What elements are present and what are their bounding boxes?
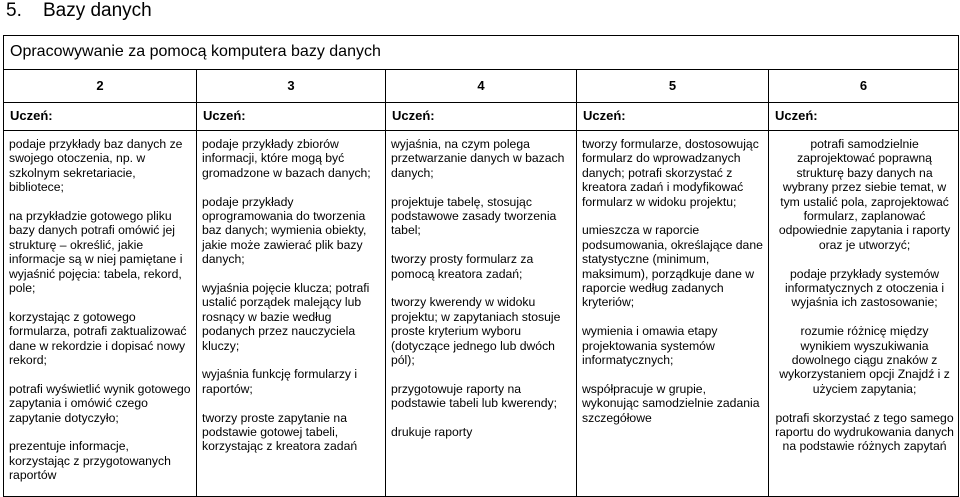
requirement-item: potrafi wyświetlić wynik gotowego zapytania i omówić czego zapytanie dotyczyło; <box>9 381 191 425</box>
requirement-item: potrafi skorzystać z tego samego raportu do wydrukowania danych na podstawie różnych zapytań <box>775 410 954 454</box>
requirement-item: podaje przykłady oprogramowania do tworzenia baz danych; wymienia obiekty, jakie może zawierać plik bazy danych; <box>202 194 367 267</box>
requirement-item: wyjaśnia funkcję formularzy i raportów; <box>202 367 358 396</box>
requirement-item: tworzy prosty formularz za pomocą kreatora zadań; <box>391 252 534 281</box>
requirement-item: tworzy formularze, dostosowując formularz do wprowadzanych danych; potrafi skorzystać z kreatora zadań i modyfikować formularz w widoku projektu; <box>582 137 759 209</box>
requirement-item: na przykładzie gotowego pliku bazy danych potrafi omówić jej strukturę – określić, jakie informacje są w niej pamiętane i wyjaśnić pojęcia: tabela, rekord, pole; <box>9 209 183 296</box>
student-label-row <box>4 103 959 131</box>
grade-5-column <box>577 131 769 497</box>
grade-2-column <box>4 131 197 497</box>
requirement-item: podaje przykłady zbiorów informacji, które mogą być gromadzone w bazach danych; <box>202 137 371 180</box>
student-label: Uczeń: <box>386 103 577 131</box>
requirement-item: projektuje tabelę, stosując podstawowe zasady tworzenia tabel; <box>391 194 557 238</box>
requirement-item: rozumie różnicę między wynikiem wyszukiwania dowolnego ciągu znaków z wykorzystaniem opcji Znajdź i z użyciem zapytania; <box>779 324 950 396</box>
requirement-item: wymienia i omawia etapy projektowania systemów informatycznych; <box>582 324 718 368</box>
grade-number-row <box>4 70 959 103</box>
requirement-item: potrafi samodzielnie zaprojektować poprawną strukturę bazy danych na wybrany przez siebie temat, w tym ustalić pola, zaprojektować formularz, zaplanować odpowiednie zapytania i raporty oraz je utworzyć; <box>778 137 951 252</box>
student-label: Uczeń: <box>577 103 769 131</box>
student-label: Uczeń: <box>197 103 386 131</box>
grade-3-column <box>197 131 386 497</box>
table-title: Opracowywanie za pomocą komputera bazy danych <box>4 36 959 70</box>
requirement-item: wyjaśnia pojęcie klucza; potrafi ustalić porządek malejący lub rosnący w bazie według podanych przez nauczyciela kluczy; <box>202 281 370 353</box>
requirement-item: podaje przykłady systemów informatycznych z otoczenia i wyjaśnia ich zastosowanie; <box>784 266 945 310</box>
requirement-item: umieszcza w raporcie podsumowania, określające dane statystyczne (minimum, maksimum), porządkuje dane w raporcie według zadanych kryteriów; <box>582 223 763 310</box>
requirement-item: korzystając z gotowego formularza, potrafi zaktualizować dane w rekordzie i dopisać nowy rekord; <box>9 309 187 368</box>
grade-number: 6 <box>769 70 959 103</box>
requirement-item: wyjaśnia, na czym polega przetwarzanie danych w bazach danych; <box>391 137 565 180</box>
requirements-table <box>3 35 959 497</box>
requirement-item: podaje przykłady baz danych ze swojego otoczenia, np. w szkolnym sekretariacie, bibliotece; <box>9 137 183 195</box>
grade-6-column <box>769 131 959 497</box>
requirement-item: tworzy proste zapytanie na podstawie gotowej tabeli, korzystając z kreatora zadań <box>202 410 358 454</box>
grade-number: 4 <box>386 70 577 103</box>
student-label: Uczeń: <box>4 103 197 131</box>
requirement-item: współpracuje w grupie, wykonując samodzielnie zadania szczegółowe <box>582 381 760 425</box>
requirement-item: tworzy kwerendy w widoku projektu; w zapytaniach stosuje proste kryterium wyboru (dotyczące jednego lub dwóch pól); <box>391 295 561 368</box>
section-heading: 5. Bazy danych <box>6 0 152 21</box>
grade-4-column <box>386 131 577 497</box>
grade-number: 3 <box>197 70 386 103</box>
requirements-row <box>4 131 959 497</box>
requirement-item: prezentuje informacje, korzystając z przygotowanych raportów <box>9 439 171 483</box>
grade-number: 2 <box>4 70 197 103</box>
student-label: Uczeń: <box>769 103 959 131</box>
requirement-item: przygotowuje raporty na podstawie tabeli lub kwerendy; <box>391 381 557 411</box>
requirement-item: drukuje raporty <box>391 425 473 440</box>
grade-number: 5 <box>577 70 769 103</box>
